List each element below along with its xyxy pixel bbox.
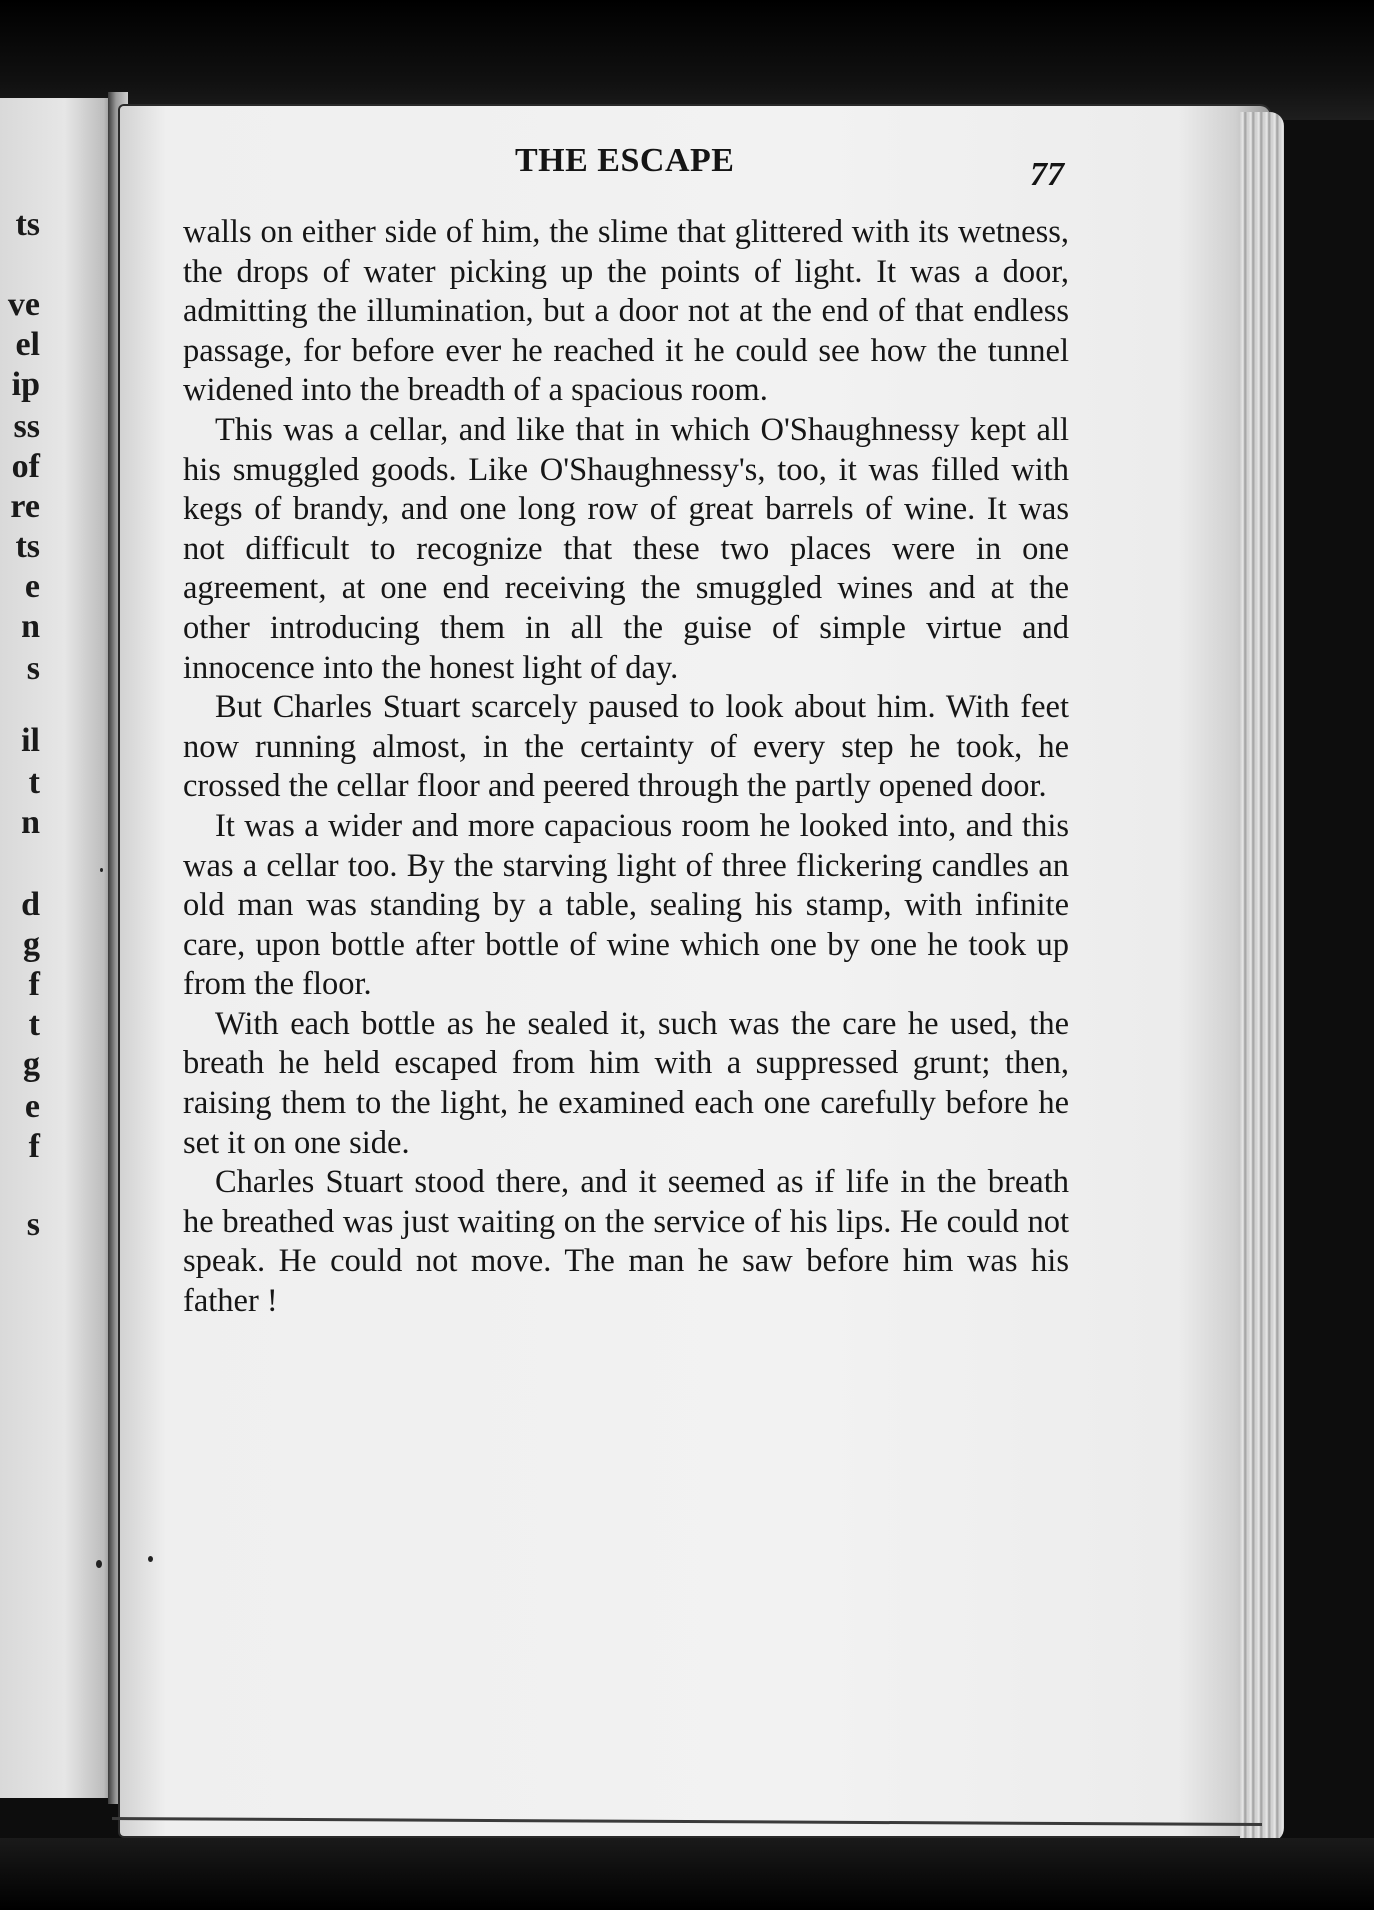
page-number: 77 [1030, 156, 1064, 193]
facing-page-fragment: e [24, 1088, 40, 1125]
facing-page-fragment: n [21, 804, 40, 841]
paragraph: With each bottle as he sealed it, such was the care he used, the breath he held escaped from him with a suppressed grunt; then, raising them to the light, he examined each one carefully before he set it on one side. [183, 1005, 1069, 1161]
scan-speck [148, 1556, 153, 1562]
facing-page-fragment: re [10, 488, 40, 525]
facing-page-fragment: n [21, 608, 40, 645]
scan-background-top [0, 0, 1374, 120]
scan-speck [100, 868, 103, 872]
facing-page-fragment: d [21, 886, 40, 923]
facing-page-edge [0, 98, 118, 1798]
body-text [183, 213, 1069, 1322]
running-title: THE ESCAPE [515, 142, 735, 179]
facing-page-fragment: g [23, 926, 40, 963]
facing-page-fragment: ss [13, 408, 40, 445]
paragraph: But Charles Stuart scarcely paused to look about him. With feet now running almost, in the certainty of every step he took, he crossed the cellar floor and peered through the partly opened door. [183, 689, 1069, 805]
facing-page-fragment: ip [11, 366, 40, 403]
facing-page-fragment: f [28, 966, 40, 1003]
facing-page-fragment: ts [15, 206, 40, 243]
facing-page-fragment: g [23, 1046, 40, 1083]
page-block-edge [1240, 112, 1284, 1842]
facing-page-fragment: t [28, 764, 40, 801]
facing-page-fragment: s [26, 1206, 40, 1243]
facing-page-fragment: e [24, 568, 40, 605]
facing-page-fragment: ts [15, 528, 40, 565]
facing-page-fragment: s [26, 650, 40, 687]
facing-page-fragment: f [28, 1128, 40, 1165]
facing-page-fragment: il [21, 722, 40, 759]
paragraph: This was a cellar, and like that in which O'Shaughnessy kept all his smuggled goods. Like O'Shaughnessy's, too, it was filled with kegs of brandy, and one long row of great barrels of wine. It was not difficult to recognize that these two places were in one agreement, at one end receiving the smuggled wines and at the other introducing them in all the guise of simple virtue and innocence into the honest light of day. [183, 411, 1069, 686]
facing-page-fragment: of [11, 448, 40, 485]
facing-page-fragment: el [15, 326, 40, 363]
facing-page-fragment: t [28, 1006, 40, 1043]
facing-page-fragment: ve [7, 286, 40, 323]
paragraph: walls on either side of him, the slime that glittered with its wetness, the drops of water picking up the points of light. It was a door, admitting the illumination, but a door not at the end of that endless passage, for before ever he reached it he could see how the tunnel widened into the breadth of a spacious room. [183, 214, 1069, 409]
paragraph: It was a wider and more capacious room he looked into, and this was a cellar too. By the starving light of three flickering candles an old man was standing by a table, sealing his stamp, with infinite care, upon bottle after bottle of wine which one by one he took up from the floor. [183, 807, 1069, 1003]
scan-background-bottom [0, 1838, 1374, 1910]
scan-speck [96, 1560, 102, 1568]
paragraph: Charles Stuart stood there, and it seemed as if life in the breath he breathed was just waiting on the service of his lips. He could not speak. He could not move. The man he saw before him was his father ! [183, 1164, 1069, 1320]
running-head [0, 142, 1374, 193]
